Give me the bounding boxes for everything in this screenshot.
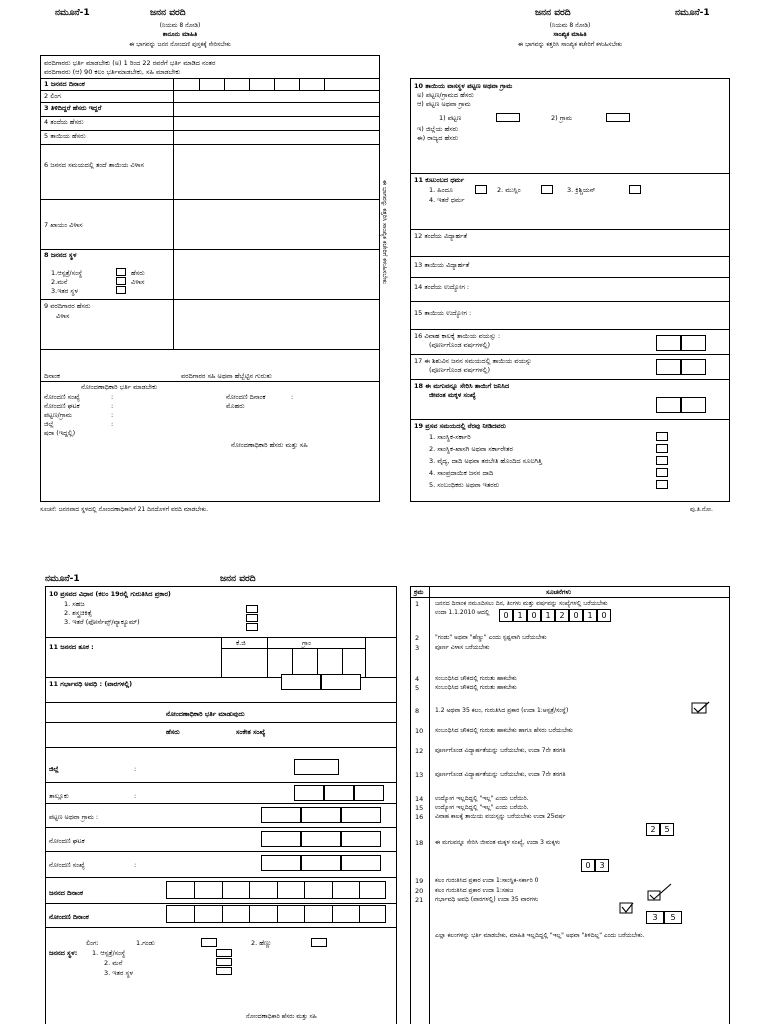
instruction-text: 1.2 ಅಥವಾ 35 ಕಲಂ, ಗುರುತಿಸಿದ ಪ್ರಕಾರ (ಉದಾ 1:ಆಸ್ಪತ್ರೆ/ಸಂಸ್ಥೆ) [435, 707, 569, 714]
footnote-instruction: ಸೂಚನೆ: ಜನನವಾದ ಸ್ಥಳದಲ್ಲಿ ನೋಂದಣಾಧಿಕಾರಿಗೆ 21 ದಿನದೊಳಗೆ ವರದಿ ಮಾಡಬೇಕು. [40, 506, 208, 513]
place-hospital-name-label: ಹೆಸರು [131, 269, 145, 277]
district-label: ಜಿಲ್ಲೆ [44, 420, 54, 428]
instruction-number: 12 [415, 747, 424, 755]
reg-number-3[interactable] [341, 855, 381, 871]
reg-number-2[interactable] [301, 855, 341, 871]
instruction-number: 5 [415, 684, 420, 692]
sign-date-label: ದಿನಾಂಕ [44, 372, 60, 380]
attendant-traditional-checkbox[interactable] [656, 468, 668, 477]
instruction-number: 13 [415, 771, 424, 779]
attendant-private-checkbox[interactable] [656, 444, 668, 453]
instruction-text: ಕಲಂ ಗುರುತಿಸಿದ ಪ್ರಕಾರ ಉದಾ 1:ಸಹಜ [435, 887, 514, 894]
age-marriage-digit-1[interactable] [656, 335, 681, 351]
example-digit-box: 0 [527, 609, 541, 622]
delivery-other-checkbox[interactable] [246, 623, 258, 631]
residence-village-checkbox[interactable] [606, 113, 630, 122]
town-name-label: ಅ) ಪಟ್ಟಣ/ಗ್ರಾಮದ ಹೆಸರು [417, 91, 474, 99]
example-digit-box: 5 [660, 823, 674, 836]
row-reg-unit-label: ನೋಂದಣಿ ಘಟಕ [49, 837, 85, 845]
registration-unit-label: ನೋಂದಣಿ ಘಟಕ [44, 402, 80, 410]
sex-male-option: 1.ಗಂಡು [136, 939, 155, 947]
footnote-pto: ಪು.ತಿ.ನೋ. [690, 506, 713, 513]
birth-weight-label: 11 ಜನನದ ತೂಕ : [49, 643, 94, 651]
taluk-code-2[interactable] [324, 785, 354, 801]
field-permanent-address-label: 7 ಖಾಯಂ ವಿಳಾಸ [44, 221, 83, 229]
remarks-label: ಷರಾ (ಇದ್ದಲ್ಲಿ) [44, 429, 76, 437]
rule-ref-left: (ನಿಯಮ 8 ನೋಡಿ) [159, 22, 201, 29]
place-home-checkbox-b[interactable] [216, 958, 232, 966]
field-delivery-attendant-label: 19 ಪ್ರಸವ ಸಮಯದಲ್ಲಿ ನೆರವು ನೀಡಿದವರು [414, 422, 506, 430]
age-marriage-digit-2[interactable] [681, 335, 706, 351]
bottom-form-number: ನಮೂನೆ-1 [45, 574, 80, 584]
instruction-number: 4 [415, 675, 420, 683]
attendant-private-option: 2. ಸಾಂಸ್ಥಿಕ-ಖಾಸಗಿ ಅಥವಾ ಸರ್ಕಾರೇತರ [429, 445, 513, 453]
sex-female-checkbox[interactable] [311, 938, 327, 947]
religion-muslim-checkbox[interactable] [541, 185, 553, 194]
instruction-text: ಗರ್ಭಾವಧಿ ಅವಧಿ (ವಾರಗಳಲ್ಲಿ) ಉದಾ 35 ವಾರಗಳು [435, 896, 539, 903]
field-parents-address-label: 6 ಜನನದ ಸಮಯದಲ್ಲಿ ತಂದೆ ತಾಯಿಯ ವಿಳಾಸ [44, 161, 144, 169]
legal-info-label: ಕಾನೂನು ಮಾಹಿತಿ [162, 31, 198, 38]
instruction-text: ಜನನದ ದಿನಾಂಕ ನಮೂದಿಸಲು ದಿನ, ತಿಂಗಳು ಮತ್ತು ವರ್ಷವನ್ನು ಸಂಖ್ಯೆಗಳಲ್ಲಿ ಬರೆಯಬೇಕು [435, 600, 608, 607]
registration-date-label: ನೋಂದಣಿ ದಿನಾಂಕ [226, 393, 266, 401]
place-hospital-checkbox[interactable] [116, 268, 126, 276]
town-code-3[interactable] [341, 807, 381, 823]
field-religion-label: 11 ಕುಟುಂಬದ ಧರ್ಮ [414, 176, 465, 184]
field-live-children-label: 18 ಈ ಮಗುವನ್ನೂ ಸೇರಿಸಿ ತಾಯಿಗೆ ಜನಿಸಿದ [414, 382, 510, 390]
age-birth-unit-note: (ಪೂರ್ಣಗೊಂಡ ವರ್ಷಗಳಲ್ಲಿ) [429, 366, 490, 374]
gestation-period-label: 11 ಗರ್ಭಾವಧಿ ಅವಧಿ : (ವಾರಗಳಲ್ಲಿ) [49, 680, 133, 688]
instruction-text: ಪೂರ್ಣ ವಿಳಾಸ ಬರೆಯಬೇಕು [435, 644, 490, 651]
row-town-village-label: ಪಟ್ಟಣ ಅಥವಾ ಗ್ರಾಮ : [49, 813, 99, 821]
instruction-text: ಉದ್ಯೋಗ ಇಲ್ಲದಿದ್ದಲ್ಲಿ "ಇಲ್ಲ" ಎಂದು ಬರೆಯಿರಿ. [435, 795, 529, 802]
sex-male-checkbox[interactable] [201, 938, 217, 947]
mother-name-input[interactable] [173, 130, 381, 144]
registrar-to-fill-heading: ನೋಂದಣಾಧಿಕಾರಿ ಭರ್ತಿ ಮಾಡುವುದು [166, 710, 245, 718]
instruction-number: 8 [415, 707, 420, 715]
example-digit-box: 5 [664, 911, 682, 924]
field-birth-place-label: 8 ಜನನದ ಸ್ಥಳ [44, 251, 77, 259]
sex-input[interactable] [173, 90, 381, 102]
instruction-text: ಪೂರ್ಣಗೊಂಡ ವಿದ್ಯಾರ್ಹತೆಯನ್ನು ಬರೆಯಬೇಕು, ಉದಾ 7ನೇ ತರಗತಿ [435, 771, 566, 778]
residence-town-option: 1) ಪಟ್ಟಣ [439, 114, 462, 122]
instruction-number: 14 [415, 795, 424, 803]
field-mother-occupation-label: 15 ತಾಯಿಯ ಉದ್ಯೋಗ : [414, 309, 472, 317]
tick-mark-icon [619, 901, 641, 915]
instruction-text: ಸಂಬಂಧಿಸಿದ ಚೌಕದಲ್ಲಿ ಗುರುತು ಹಾಕಬೇಕು [435, 684, 517, 691]
instruction-number: 20 [415, 887, 424, 895]
sex-female-option: 2. ಹೆಣ್ಣು [251, 939, 272, 947]
religion-hindu-option: 1. ಹಿಂದೂ [429, 186, 453, 194]
instruction-text: ಕಲಂ ಗುರುತಿಸಿದ ಪ್ರಕಾರ ಉದಾ 1:ಸಾಂಸ್ಥಿಕ-ಸರ್ಕಾರಿ 0 [435, 877, 539, 884]
delivery-surgery-checkbox[interactable] [246, 614, 258, 622]
attendant-govt-checkbox[interactable] [656, 432, 668, 441]
form-title-left: ಜನನ ವರದಿ [150, 8, 186, 18]
birth-weight-input[interactable] [221, 637, 366, 677]
instruction-number: 2 [415, 634, 420, 642]
registration-number-label: ನೋಂದಣಿ ಸಂಖ್ಯೆ [44, 393, 80, 401]
place-hospital-option: 1.ಆಸ್ಪತ್ರೆ/ಸಂಸ್ಥೆ [51, 269, 83, 277]
cut-line-note: ಈ ಭಾಗವನ್ನು ಕತ್ತರಿಸಿ ಸಾಂಖ್ಯಿಕ ಕಚೇರಿಗೆ ಕಳುಹಿಸಬೇಕು [381, 180, 388, 285]
left-part-note: ಈ ಭಾಗವನ್ನು ಜನನ ನೋಂದಣಿ ಪುಸ್ತಕಕ್ಕೆ ಸೇರಿಸಬೇಕು [129, 41, 231, 48]
instruction-number: 10 [415, 727, 424, 735]
district-code-input[interactable] [294, 759, 339, 775]
father-name-input[interactable] [173, 116, 381, 130]
registrar-signature-label: ನೋಂದಣಾಧಿಕಾರಿ ಹೆಸರು ಮತ್ತು ಸಹಿ [231, 441, 308, 449]
row-taluk-label: ತಾಲ್ಲೂಕು [49, 792, 69, 800]
field-informant-label: 9 ವರದಿಗಾರರ ಹೆಸರು [44, 302, 91, 310]
religion-christian-option: 3. ಕ್ರಿಶ್ಚಿಯನ್ [567, 186, 596, 194]
field-mother-residence-label: 10 ತಾಯಿಯ ವಾಸಸ್ಥಳ ಪಟ್ಟಣ ಅಥವಾ ಗ್ರಾಮ [414, 82, 513, 90]
example-digit-box: 0 [597, 609, 611, 622]
example-digit-box: 0 [499, 609, 513, 622]
live-children-digit-2[interactable] [681, 397, 706, 413]
field-mother-age-birth-label: 17 ಈ ಶಿಶುವಿನ ಜನನ ಸಮಯದಲ್ಲಿ ತಾಯಿಯ ವಯಸ್ಸು [414, 357, 532, 365]
reg-unit-code-2[interactable] [301, 831, 341, 847]
town-code-1[interactable] [261, 807, 301, 823]
example-digit-box: 1 [583, 609, 597, 622]
bottom-registrar-signature: ನೋಂದಣಾಧಿಕಾರಿ ಹೆಸರು ಮತ್ತು ಸಹಿ [246, 1013, 317, 1020]
instruction-text: ಪೂರ್ಣಗೊಂಡ ವಿದ್ಯಾರ್ಹತೆಯನ್ನು ಬರೆಯಬೇಕು, ಉದಾ 7ನೇ ತರಗತಿ [435, 747, 566, 754]
gestation-digit-2[interactable] [321, 674, 361, 690]
instruction-text: ಉದ್ಯೋಗ ಇಲ್ಲದಿದ್ದಲ್ಲಿ "ಇಲ್ಲ" ಎಂದು ಬರೆಯಿರಿ. [435, 804, 529, 811]
instruction-text: "ಗಂಡು" ಅಥವಾ "ಹೆಣ್ಣು" ಎಂದು ಸ್ಪಷ್ಟವಾಗಿ ಬರೆಯಬೇಕು [435, 634, 547, 641]
example-digit-box: 3 [595, 859, 609, 872]
registrar-fill-heading: ನೋಂದಣಾಧಿಕಾರಿ ಭರ್ತಿ ಮಾಡಬೇಕು [81, 383, 158, 391]
religion-other-option: 4. ಇತರೆ ಧರ್ಮ [429, 196, 465, 204]
row-birth-date-label: ಜನನದ ದಿನಾಂಕ [49, 889, 83, 897]
delivery-method-label: 10 ಪ್ರಸವದ ವಿಧಾನ (ಕಲಂ 19ರಲ್ಲಿ ಗುರುತಿಸಿದ ಪ್ರಕಾರ) [49, 590, 171, 598]
live-children-digit-1[interactable] [656, 397, 681, 413]
field-mother-label: 5 ತಾಯಿಯ ಹೆಸರು [44, 132, 86, 140]
bottom-sex-label: ಲಿಂಗ: [86, 939, 99, 947]
residence-village-option: 2) ಗ್ರಾಮ [551, 114, 573, 122]
example-digit-box: 0 [569, 609, 583, 622]
field-name-label: 3 ತಿಳಿದಿದ್ದರೆ ಹೆಸರು ಇದ್ದರೆ [44, 104, 102, 112]
taluk-code-3[interactable] [354, 785, 384, 801]
instruction-text: ಸಂಬಂಧಿಸಿದ ಚೌಕದಲ್ಲಿ ಗುರುತು ಹಾಕಬೇಕು ಹಾಗೂ ಹೆಸರು ಬರೆಯಬೇಕು [435, 727, 573, 734]
state-name-label: ಈ) ರಾಜ್ಯದ ಹೆಸರು [417, 134, 459, 142]
row-reg-date-label: ನೋಂದಣಿ ದಿನಾಂಕ [49, 913, 89, 921]
age-birth-digit-2[interactable] [681, 359, 706, 375]
instruction-number: 15 [415, 804, 424, 812]
instruction-text: ಈ ಮಗುವನ್ನೂ ಸೇರಿಸಿ ಜೀವಂತ ಮಕ್ಕಳ ಸಂಖ್ಯೆ, ಉದಾ 3 ಮಕ್ಕಳು [435, 839, 561, 846]
form-number-right: ನಮೂನೆ-1 [675, 8, 710, 18]
rule-ref-right: (ನಿಯಮ 8 ನೋಡಿ) [549, 22, 591, 29]
field-mother-age-marriage-label: 16 ವಿವಾಹ ಕಾಲಕ್ಕೆ ತಾಯಿಯ ವಯಸ್ಸು : [414, 332, 501, 340]
reg-date-digits[interactable] [166, 905, 386, 923]
age-marriage-unit-note: (ಪೂರ್ಣಗೊಂಡ ವರ್ಷಗಳಲ್ಲಿ) [429, 341, 490, 349]
gestation-digit-1[interactable] [281, 674, 321, 690]
field-sex-label: 2 ಲಿಂಗ [44, 92, 61, 100]
taluk-code-1[interactable] [294, 785, 324, 801]
place-hospital-checkbox-b[interactable] [216, 949, 232, 957]
informant-address-label: ವಿಳಾಸ [56, 312, 70, 320]
name-input[interactable] [173, 102, 381, 116]
instruction-number: 21 [415, 896, 424, 904]
religion-christian-checkbox[interactable] [629, 185, 641, 194]
statistical-info-section [410, 78, 730, 502]
delivery-normal-checkbox[interactable] [246, 605, 258, 613]
intro-line-2: ವರದಿಗಾರರು (ಆ) 90 ಕಲಂ ಭರ್ತಿಮಾಡಬೇಕು, ಸಹಿ ಮಾಡಬೇಕು [44, 68, 181, 76]
column-code-header: ಸಂಕೇತ ಸಂಖ್ಯೆ [236, 728, 266, 736]
legal-info-section: ವರದಿಗಾರರು ಭರ್ತಿ ಮಾಡಬೇಕು (ಅ) 1 ರಿಂದ 22 ರವರೆಗೆ ಭರ್ತಿ ಮಾಡಿದ ನಂತರ ವರದಿಗಾರರು (ಆ) 90 ಕಲಂ ಭರ್ತಿಮಾಡಬೇಕು, ಸಹಿ ಮಾಡಬೇಕು 1 ಜನನದ ದಿನಾಂಕ 2 ಲಿಂಗ 3 ತಿಳಿದಿದ್ದರೆ ಹೆಸರು ಇದ್ದರೆ 4 ತಂದೆಯ ಹೆಸರು 5 ತಾಯಿಯ ಹೆಸರು 6 ಜನನದ ಸಮಯದಲ್ಲಿ ತಂದೆ ತಾಯಿಯ ವಿಳಾಸ 7 ಖಾಯಂ ವಿಳಾಸ 8 ಜನನದ ಸ್ಥಳ 1.ಆಸ್ಪತ್ರೆ/ಸಂಸ್ಥೆ ಹೆಸರು 2.ಮನೆ ವಿಳಾಸ 3.ಇತರ ಸ್ಥಳ 9 ವರದಿಗಾರರ ಹೆಸರು ವಿಳಾಸ ದಿನಾಂಕ ವರದಿಗಾರರ ಸಹಿ ಅಥವಾ ಹೆಬ್ಬೆಟ್ಟಿನ ಗುರುತು ನೋಂದಣಾಧಿಕಾರಿ ಭರ್ತಿ ಮಾಡಬೇಕು ನೋಂದಣಿ ಸಂಖ್ಯೆ : ನೋಂದಣಿ ದಿನಾಂಕ : ನೋಂದಣಿ ಘಟಕ : ಮೊಹರು ಪಟ್ಟಣ/ಗ್ರಾಮ : ಜಿಲ್ಲೆ : ಷರಾ (ಇದ್ದಲ್ಲಿ) ನೋಂದಣಾಧಿಕಾರಿ ಹೆಸರು ಮತ್ತು ಸಹಿ [40, 55, 380, 502]
district-name-label: ಇ) ಜಿಲ್ಲೆಯ ಹೆಸರು [417, 125, 459, 133]
live-children-count-label: ಜೀವಂತ ಮಕ್ಕಳ ಸಂಖ್ಯೆ [429, 391, 476, 399]
delivery-surgery-option: 2. ಶಸ್ತ್ರಚಿಕಿತ್ಸೆ [64, 609, 92, 617]
instruction-text: ಉದಾ 1.1.2010 ಆದಲ್ಲಿ [435, 609, 490, 616]
place-home-option: 2.ಮನೆ [51, 278, 68, 286]
delivery-normal-option: 1. ಸಹಜ [64, 600, 85, 608]
religion-hindu-checkbox[interactable] [475, 185, 487, 194]
right-part-note: ಈ ಭಾಗವನ್ನು ಕತ್ತರಿಸಿ ಸಾಂಖ್ಯಿಕ ಕಚೇರಿಗೆ ಕಳುಹಿಸಬೇಕು [517, 41, 623, 48]
tick-mark-icon [691, 701, 711, 715]
religion-muslim-option: 2. ಮುಸ್ಲಿಂ [497, 186, 521, 194]
field-father-education-label: 12 ತಂದೆಯ ವಿದ್ಯಾರ್ಹತೆ [414, 232, 468, 240]
birth-place-input[interactable] [173, 249, 381, 299]
instructions-serial-header: ಕ್ರಮ [414, 588, 424, 596]
instruction-text: ಎಲ್ಲಾ ಕಲಂಗಳನ್ನು ಭರ್ತಿ ಮಾಡಬೇಕು, ಮಾಹಿತಿ ಇಲ್ಲದಿದ್ದಲ್ಲಿ "ಇಲ್ಲ" ಅಥವಾ "ತಿಳಿದಿಲ್ಲ" ಎಂದು ಬರೆಯಬೇಕು. [435, 932, 645, 939]
seal-label: ಮೊಹರು [226, 402, 245, 410]
attendant-traditional-option: 4. ಸಾಂಪ್ರದಾಯಿಕ ಜನನ ದಾದಿ [429, 469, 494, 477]
place-other-checkbox[interactable] [116, 286, 126, 294]
attendant-relatives-checkbox[interactable] [656, 480, 668, 489]
field-father-occupation-label: 14 ತಂದೆಯ ಉದ್ಯೋಗ : [414, 283, 470, 291]
age-birth-digit-1[interactable] [656, 359, 681, 375]
town-code-2[interactable] [301, 807, 341, 823]
form-number-left: ನಮೂನೆ-1 [55, 8, 90, 18]
birth-date-digits[interactable] [166, 881, 386, 899]
field-mother-education-label: 13 ತಾಯಿಯ ವಿದ್ಯಾರ್ಹತೆ [414, 261, 470, 269]
informant-input[interactable] [173, 299, 381, 349]
example-digit-box: 2 [555, 609, 569, 622]
reg-unit-code-3[interactable] [341, 831, 381, 847]
residence-town-checkbox[interactable] [496, 113, 520, 122]
intro-line-1: ವರದಿಗಾರರು ಭರ್ತಿ ಮಾಡಬೇಕು (ಅ) 1 ರಿಂದ 22 ರವರೆಗೆ ಭರ್ತಿ ಮಾಡಿದ ನಂತರ [44, 59, 216, 67]
parents-address-input[interactable] [173, 144, 381, 199]
instruction-text: ವಿವಾಹ ಕಾಲಕ್ಕೆ ತಾಯಿಯ ವಯಸ್ಸನ್ನು ಬರೆಯಬೇಕು ಉದಾ 25ವರ್ಷ [435, 813, 566, 820]
place-other-checkbox-b[interactable] [216, 967, 232, 975]
informant-signature-label: ವರದಿಗಾರರ ಸಹಿ ಅಥವಾ ಹೆಬ್ಬೆಟ್ಟಿನ ಗುರುತು [181, 372, 272, 380]
town-or-village-label: ಆ) ಪಟ್ಟಣ ಅಥವಾ ಗ್ರಾಮ [417, 100, 471, 108]
instruction-number: 19 [415, 877, 424, 885]
example-digit-box: 1 [513, 609, 527, 622]
field-birth-date-label: 1 ಜನನದ ದಿನಾಂಕ [44, 80, 85, 88]
bottom-form-title: ಜನನ ವರದಿ [220, 574, 256, 584]
permanent-address-input[interactable] [173, 199, 381, 249]
instruction-number: 3 [415, 644, 420, 652]
place-other-label-b: 3. ಇತರ ಸ್ಥಳ [104, 969, 134, 977]
attendant-govt-option: 1. ಸಾಂಸ್ಥಿಕ-ಸರ್ಕಾರಿ [429, 433, 471, 441]
attendant-doctor-checkbox[interactable] [656, 456, 668, 465]
tick-mark-icon [647, 883, 673, 905]
example-digit-box: 1 [541, 609, 555, 622]
field-father-label: 4 ತಂದೆಯ ಹೆಸರು [44, 118, 84, 126]
row-reg-number-label: ನೋಂದಣಿ ಸಂಖ್ಯೆ [49, 861, 85, 869]
instruction-number: 18 [415, 839, 424, 847]
weight-gram-header: ಗ್ರಾಂ [302, 639, 311, 647]
place-hospital-label-b: 1. ಆಸ್ಪತ್ರೆ/ಸಂಸ್ಥೆ [92, 949, 126, 957]
town-village-label: ಪಟ್ಟಣ/ಗ್ರಾಮ [44, 411, 72, 419]
place-home-label-b: 2. ಮನೆ [104, 959, 123, 967]
example-digit-box: 2 [646, 823, 660, 836]
example-digit-box: 0 [581, 859, 595, 872]
instruction-text: ಸಂಬಂಧಿಸಿದ ಚೌಕದಲ್ಲಿ ಗುರುತು ಹಾಕಬೇಕು [435, 675, 517, 682]
attendant-relatives-option: 5. ಸಂಬಂಧಿಕರು ಅಥವಾ ಇತರರು [429, 481, 500, 489]
delivery-other-option: 3. ಇತರೆ (ಫೋರ್ಸೆಪ್ಸ್/ವ್ಯಾಕ್ಯೂಮ್) [64, 618, 140, 626]
form-title-right: ಜನನ ವರದಿ [535, 8, 571, 18]
birth-date-input[interactable] [173, 78, 381, 90]
bottom-registrar-section: 10 ಪ್ರಸವದ ವಿಧಾನ (ಕಲಂ 19ರಲ್ಲಿ ಗುರುತಿಸಿದ ಪ್ರಕಾರ) 1. ಸಹಜ 2. ಶಸ್ತ್ರಚಿಕಿತ್ಸೆ 3. ಇತರೆ (ಫೋರ್ಸೆಪ್ಸ್/ವ್ಯಾಕ್ಯೂಮ್) 11 ಜನನದ ತೂಕ : ಕೆ.ಜಿ ಗ್ರಾಂ 11 ಗರ್ಭಾವಧಿ ಅವಧಿ : (ವಾರಗಳಲ್ಲಿ) ನೋಂದಣಾಧಿಕಾರಿ ಭರ್ತಿ ಮಾಡುವುದು ಹೆಸರು ಸಂಕೇತ ಸಂಖ್ಯೆ ಜಿಲ್ಲೆ : ತಾಲ್ಲೂಕು : ಪಟ್ಟಣ ಅಥವಾ ಗ್ರಾಮ : ನೋಂದಣಿ ಘಟಕ ನೋಂದಣಿ ಸಂಖ್ಯೆ : ಜನನದ ದಿನಾಂಕ ನೋಂದಣಿ ದಿನಾಂಕ ಲಿಂಗ: 1.ಗಂಡು 2. ಹೆಣ್ಣು ಜನನದ ಸ್ಥಳ: 1. ಆಸ್ಪತ್ರೆ/ಸಂಸ್ಥೆ 2. ಮನೆ 3. ಇತರ ಸ್ಥಳ ನೋಂದಣಾಧಿಕಾರಿ ಹೆಸರು ಮತ್ತು ಸಹಿ [45, 586, 397, 1024]
row-district-label: ಜಿಲ್ಲೆ [49, 765, 59, 773]
place-other-option: 3.ಇತರ ಸ್ಥಳ [51, 287, 79, 295]
column-name-header: ಹೆಸರು [166, 728, 180, 736]
reg-number-1[interactable] [261, 855, 301, 871]
place-home-checkbox[interactable] [116, 277, 126, 285]
attendant-doctor-option: 3. ವೈದ್ಯ, ದಾದಿ ಅಥವಾ ತರಬೇತಿ ಹೊಂದಿದ ಸೂಲಗಿತ್ತಿ [429, 457, 542, 465]
reg-unit-code-1[interactable] [261, 831, 301, 847]
instructions-panel [410, 586, 730, 1024]
example-digit-box: 3 [646, 911, 664, 924]
instruction-number: 16 [415, 813, 424, 821]
instruction-number: 1 [415, 600, 420, 608]
statistical-info-label: ಸಾಂಖ್ಯಿಕ ಮಾಹಿತಿ [553, 31, 587, 38]
place-home-address-label: ವಿಳಾಸ [131, 278, 145, 286]
instructions-header: ಸೂಚನೆಗಳು [546, 588, 572, 596]
bottom-place-label: ಜನನದ ಸ್ಥಳ: [49, 949, 78, 957]
weight-kg-header: ಕೆ.ಜಿ [236, 639, 246, 647]
